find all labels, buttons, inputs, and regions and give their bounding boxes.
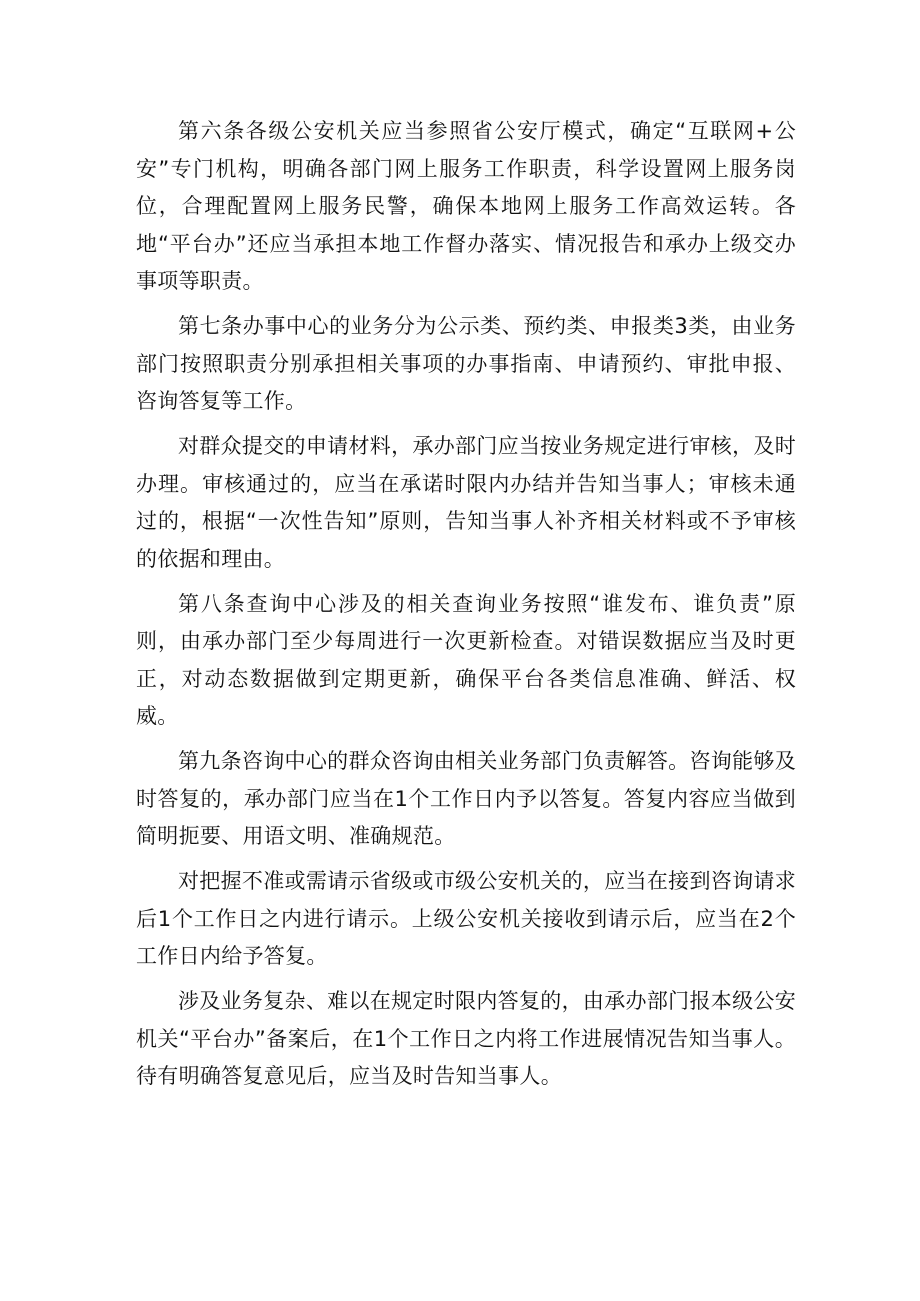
paragraph-article-7: 第七条办事中心的业务分为公示类、预约类、申报类3类，由业务部门按照职责分别承担相关事项的办事指南、申请预约、审批申报、咨询答复等工作。	[136, 314, 796, 413]
document-body	[136, 113, 796, 1103]
paragraph-article-6: 第六条各级公安机关应当参照省公安厅模式，确定“互联网+公安”专门机构，明确各部门网上服务工作职责，科学设置网上服务岗位，合理配置网上服务民警，确保本地网上服务工作高效运转。各地“平台办”还应当承担本地工作督办落实、情况报告和承办上级交办事项等职责。	[136, 119, 796, 293]
paragraph-article-8: 第八条查询中心涉及的相关查询业务按照“谁发布、谁负责”原则，由承办部门至少每周进行一次更新检查。对错误数据应当及时更正，对动态数据做到定期更新，确保平台各类信息准确、鲜活、权威。	[136, 591, 796, 728]
paragraph-article-9: 第九条咨询中心的群众咨询由相关业务部门负责解答。咨询能够及时答复的，承办部门应当在1个工作日内予以答复。答复内容应当做到简明扼要、用语文明、准确规范。	[136, 749, 796, 848]
paragraph-request-instructions: 对把握不准或需请示省级或市级公安机关的，应当在接到咨询请求后1个工作日之内进行请示。上级公安机关接收到请示后，应当在2个工作日内给予答复。	[136, 869, 796, 968]
paragraph-complex-matters: 涉及业务复杂、难以在规定时限内答复的，由承办部门报本级公安机关“平台办”备案后，在1个工作日之内将工作进展情况告知当事人。待有明确答复意见后，应当及时告知当事人。	[136, 989, 796, 1088]
paragraph-review-materials: 对群众提交的申请材料，承办部门应当按业务规定进行审核，及时办理。审核通过的，应当在承诺时限内办结并告知当事人；审核未通过的，根据“一次性告知”原则，告知当事人补齐相关材料或不予审核的依据和理由。	[136, 434, 796, 571]
